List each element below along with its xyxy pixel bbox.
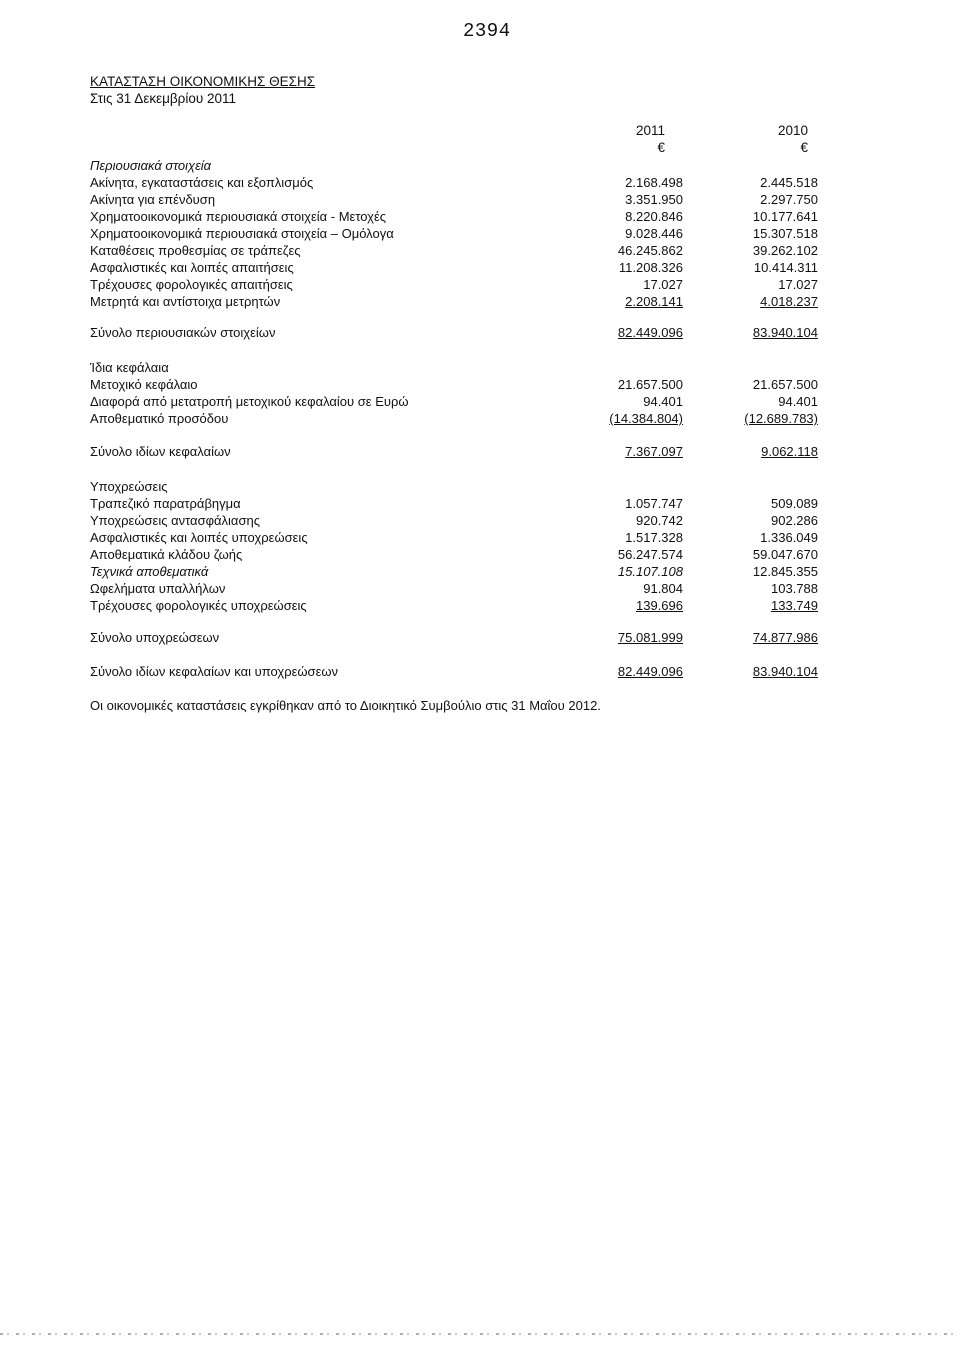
value-2010: 10.177.641 xyxy=(752,209,818,224)
value-2011: 7.367.097 xyxy=(625,444,683,459)
value-2011: 82.449.096 xyxy=(617,664,683,679)
value-2010: 74.877.986 xyxy=(752,630,818,645)
row-label: Αποθεματικό προσόδου xyxy=(90,411,229,426)
document-title: ΚΑΤΑΣΤΑΣΗ ΟΙΚΟΝΟΜΙΚΗΣ ΘΕΣΗΣ xyxy=(90,74,316,89)
row-label: Αποθεματικά κλάδου ζωής xyxy=(90,547,243,562)
row-label: Σύνολο ιδίων κεφαλαίων και υποχρεώσεων xyxy=(90,664,339,679)
row-label: Υποχρεώσεις αντασφάλιασης xyxy=(90,513,260,528)
section-heading-liabilities: Υποχρεώσεις xyxy=(90,479,168,494)
row-label: Μετρητά και αντίστοιχα μετρητών xyxy=(90,294,281,309)
value-2011: 3.351.950 xyxy=(625,192,683,207)
value-2010: 902.286 xyxy=(771,513,818,528)
row-label: Ακίνητα για επένδυση xyxy=(90,192,216,207)
row-label: Καταθέσεις προθεσμίας σε τράπεζες xyxy=(90,243,301,258)
value-2010: 2.297.750 xyxy=(760,192,818,207)
value-2011: 1.057.747 xyxy=(625,496,683,511)
value-2010: 509.089 xyxy=(771,496,818,511)
value-2010: 83.940.104 xyxy=(752,664,818,679)
currency-2010: € xyxy=(800,140,808,155)
value-2011: 2.168.498 xyxy=(625,175,683,190)
row-label: Ακίνητα, εγκαταστάσεις και εξοπλισμός xyxy=(90,175,314,190)
scan-artifact-line xyxy=(0,1333,960,1335)
value-2011: 56.247.574 xyxy=(617,547,683,562)
row-label: Ασφαλιστικές και λοιπές υποχρεώσεις xyxy=(90,530,308,545)
value-2010: 94.401 xyxy=(778,394,818,409)
row-label: Τραπεζικό παρατράβηγμα xyxy=(90,496,241,511)
row-label: Μετοχικό κεφάλαιο xyxy=(90,377,198,392)
value-2011: 139.696 xyxy=(636,598,683,613)
page-number: 2394 xyxy=(463,20,511,42)
value-2010: 10.414.311 xyxy=(753,260,818,275)
value-2010: 59.047.670 xyxy=(752,547,818,562)
value-2010: 2.445.518 xyxy=(760,175,818,190)
row-label: Σύνολο ιδίων κεφαλαίων xyxy=(90,444,231,459)
document-heading xyxy=(90,73,315,107)
value-2011: 2.208.141 xyxy=(625,294,683,309)
value-2010: 103.788 xyxy=(771,581,818,596)
column-header-2011: 2011 xyxy=(635,123,665,138)
value-2011: 9.028.446 xyxy=(625,226,683,241)
value-2010: 39.262.102 xyxy=(752,243,818,258)
value-2011: 21.657.500 xyxy=(617,377,683,392)
value-2011: 1.517.328 xyxy=(625,530,683,545)
value-2010: 17.027 xyxy=(778,277,818,292)
approval-note: Οι οικονομικές καταστάσεις εγκρίθηκαν από το Διοικητικό Συμβούλιο στις 31 Μαΐου 2012. xyxy=(90,698,601,713)
section-heading-equity: Ίδια κεφάλαια xyxy=(90,360,169,375)
document-subtitle: Στις 31 Δεκεμβρίου 2011 xyxy=(90,91,237,106)
value-2011: 17.027 xyxy=(643,277,683,292)
row-label: Σύνολο υποχρεώσεων xyxy=(90,630,220,645)
value-2011: 91.804 xyxy=(643,581,683,596)
row-label: Διαφορά από μετατροπή μετοχικού κεφαλαίου σε Ευρώ xyxy=(90,394,409,409)
value-2011: 920.742 xyxy=(636,513,683,528)
row-label: Σύνολο περιουσιακών στοιχείων xyxy=(90,325,276,340)
row-label: Ωφελήματα υπαλλήλων xyxy=(90,581,226,596)
value-2010: 1.336.049 xyxy=(760,530,818,545)
row-label: Τεχνικά αποθεματικά xyxy=(90,564,209,579)
value-2011: 46.245.862 xyxy=(617,243,683,258)
value-2010: 133.749 xyxy=(771,598,818,613)
value-2010: 12.845.355 xyxy=(752,564,818,579)
row-label: Τρέχουσες φορολογικές υποχρεώσεις xyxy=(90,598,307,613)
value-2010: 15.307.518 xyxy=(752,226,818,241)
value-2011: 11.208.326 xyxy=(618,260,683,275)
currency-2011: € xyxy=(657,140,665,155)
row-label: Τρέχουσες φορολογικές απαιτήσεις xyxy=(90,277,293,292)
value-2011: (14.384.804) xyxy=(609,411,683,426)
value-2011: 15.107.108 xyxy=(617,564,683,579)
value-2010: 83.940.104 xyxy=(752,325,818,340)
row-label: Χρηματοοικονομικά περιουσιακά στοιχεία – Ομόλογα xyxy=(90,226,394,241)
section-heading-assets: Περιουσιακά στοιχεία xyxy=(90,158,212,173)
value-2010: 4.018.237 xyxy=(760,294,818,309)
row-label: Χρηματοοικονομικά περιουσιακά στοιχεία - Μετοχές xyxy=(90,209,387,224)
value-2011: 82.449.096 xyxy=(617,325,683,340)
value-2010: (12.689.783) xyxy=(744,411,818,426)
column-header-2010: 2010 xyxy=(777,123,808,138)
value-2010: 21.657.500 xyxy=(752,377,818,392)
value-2010: 9.062.118 xyxy=(761,444,818,459)
value-2011: 94.401 xyxy=(643,394,683,409)
value-2011: 8.220.846 xyxy=(625,209,683,224)
value-2011: 75.081.999 xyxy=(617,630,683,645)
row-label: Ασφαλιστικές και λοιπές απαιτήσεις xyxy=(90,260,294,275)
